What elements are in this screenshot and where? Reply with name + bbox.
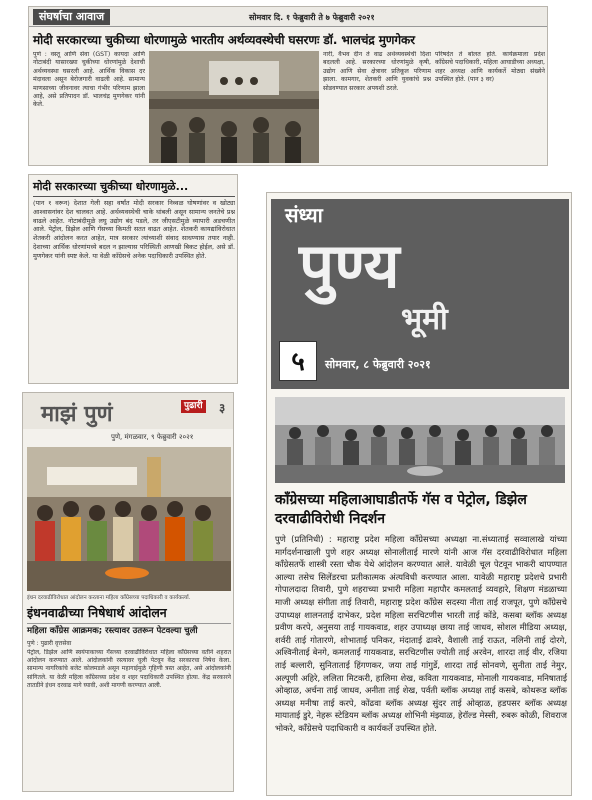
headline: मोदी सरकारच्या चुकीच्या धोरणामुळे... [33, 179, 235, 197]
masthead-title: संघर्षाचा आवाज [33, 9, 110, 25]
photo-caption: इंधन दरवाढीविरोधात आंदोलन करताना महिला काँग्रेसच्या पदाधिकारी व कार्यकर्त्या. [27, 595, 191, 601]
page-number: ३ [219, 401, 226, 415]
article-text: पेट्रोल, डिझेल आणि स्वयंपाकाच्या गॅसच्या दरवाढीविरोधात महिला काँग्रेसच्या वतीने शहरात आंदोलन करण्यात आले. आंदोलकांनी रस्त्यावर चुली पेटवून केंद्र सरकारचा निषेध केला. सामान्य नागरिकांचे बजेट कोलमडले असून महागाईमुळे गृहिणी त्रस्त आहेत, असे आंदोलकांनी सांगितले. या वेळी महिला काँग्रेसच्या प्रदेश व शहर पदाधिकारी उपस्थित होत्या. केंद्र सरकारने तातडीने इंधन दरवाढ मागे घ्यावी, अशी मागणी करण्यात आली. [27, 649, 231, 689]
brand-badge: पुढारी [181, 400, 206, 413]
news-clipping-gst-economy [28, 6, 548, 166]
masthead-banner [271, 199, 569, 389]
paper-name: माझं पुणं [41, 402, 113, 427]
news-clipping-continued [28, 174, 238, 384]
issue-date: पुणे, मंगळवार, ९ फेब्रुवारी २०२१ [111, 433, 194, 441]
article-text-left: पुणे : वस्तू आणि सेवा (GST) कायदा आणि नोटाबंदी यासारख्या चुकीच्या धोरणांमुळे देशाची अर्थव्यवस्था घसरली आहे. आर्थिक विकास दर मंदावला असून बेरोजगारी वाढली आहे. सामान्य माणसाच्या जीवनावर त्याचा गंभीर परिणाम झाला आहे, असे प्रतिपादन डॉ. भालचंद्र मुणगेकर यांनी केले. [33, 51, 145, 109]
byline: पुणे : पुढारी वृत्तसेवा [27, 640, 72, 647]
subheadline: महिला काँग्रेस आक्रमक; रस्त्यावर उतरून पेटवल्या चुली [27, 626, 198, 636]
masthead-main-word: पुण्य [299, 229, 400, 302]
protest-photo [27, 447, 231, 591]
headline: मोदी सरकारच्या चुकीच्या धोरणामुळे भारतीय अर्थव्यवस्थेची घसरणः डॉ. भालचंद्र मुणगेकर [33, 33, 415, 47]
article-text-middle: नारी, वैभव दीन ते वाढ अर्थव्यवस्थेची दिशा बदलली आहे. सरकारच्या धोरणांमुळे कृषी, उद्योग आणि सेवा क्षेत्रावर प्रतिकूल परिणाम झाला. कामगार, शेतकरी आणि युवकांचे प्रश्न सोडवण्यात सरकार अपयशी ठरले. [323, 51, 431, 92]
page-number: ५ [279, 341, 317, 381]
article-text-right: परिषदेत ते बोलत होते. कार्यक्रमाला प्रदेश काँग्रेसचे पदाधिकारी, महिला आघाडीच्या अध्यक्षा, शहर अध्यक्ष आणि कार्यकर्ते मोठ्या संख्येने उपस्थित होते. (पान ३ वर) [435, 51, 545, 84]
news-clipping-pudhari [22, 392, 234, 792]
masthead-bar [29, 7, 548, 27]
article-text: पुणे (प्रतिनिधी) : महाराष्ट्र प्रदेश महिला काँग्रेसच्या अध्यक्षा ना.संध्याताई सव्वालाखे यांच्या मार्गदर्शनाखाली पुणे शहर अध्यक्ष सोनालीताई मारणे यांनी आज गॅस दरवाढीविरोधात महिला काँग्रेसतर्फे शास्त्री रस्ता चौक येथे आंदोलन करण्यात आले. यावेळी चूल पेटवून भाकरी थापण्यात आल्या तसेच सिलेंडरचा प्रतीकात्मक अंत्यविधी करण्यात आला. यावेळी महाराष्ट्र प्रदेशचे प्रभारी गोपालदादा तिवारी, पुणे शहराच्या प्रभारी महिला महापौर कमलताई व्यवहारे, शिक्षण मंडळाच्या माजी अध्यक्ष संगीता ताई तिवारी, महाराष्ट्र प्रदेश काँग्रेस सदस्या नीता ताई राजपूत, पुणे काँग्रेसचे उपाध्यक्ष शालनताई दाभेकर, प्रदेश महिला सरचिटणीस भारती ताई कोंडे, कसबा ब्लॉक अध्यक्ष प्रवीण करपे, अनुसया ताई गायकवाड, शहर उपाध्यक्ष छाया ताई जाधव, सोशल मीडिया अध्यक्ष, शर्वरी ताई गोतारणे, शोभाताई पनिकर, मंदाताई ढावरे, वैशाली ताई राऊत, नलिनी ताई दोरगे, अश्विनीताई बेनगे, कमलताई गायकवाड, सरचिटणीस ज्योती ताई अरवेन, शारदा ताई वीर, रजिया ताई बल्लारी, सुनिताताई हिंगणकर, जया ताई गांगुर्डे, शारदा ताई सोनवणे, सुनीता ताई नेमुर, अल्पूणी अहिरे, ललिता मिटकरी, हालिमा शेख, कविता गायकवाड, मोनाली गायकवाड, मनिषाताई ओव्हाळ, अर्चना ताई जाधव, अनीता ताई शेख, पर्वती ब्लॉक अध्यक्ष ताई कसबे, कोथरूड ब्लॉक अध्यक्ष मनीषा ताई करपे, कोंढवा ब्लॉक अध्यक्ष सुंदर ताई ओव्हाळ, हडपसर ब्लॉक अध्यक्ष मायाताई डुरे, नेहरू स्टेडियम ब्लॉक अध्यक्ष शोभिनी मंझ्याळ, हेरॉल्ड मेस्सी, रुबरू कोळी, शिवराज भोकरे, काँग्रेसचे पदाधिकारी व कार्यकर्ते उपस्थित होते. [275, 534, 567, 733]
headline: काँग्रेसच्या महिलाआघाडीतर्फे गॅस व पेट्रोल, डिझेल दरवाढीविरोधी निदर्शन [275, 492, 527, 527]
issue-date: सोमवार, ८ फेब्रुवारी २०२१ [325, 358, 431, 371]
masthead-top-word: संध्या [285, 203, 323, 227]
masthead [23, 393, 234, 429]
article-text: (पान १ वरून) देशात गेली सहा वर्षांत मोदी सरकार निव्वळ घोषणांवर व खोट्या आश्वासनांवर देश चालवत आहे. अर्थव्यवस्थेची चाके थांबली असून सामान्य जनतेचे प्रश्न वाढले आहेत. नोटाबंदीमुळे लघु उद्योग बंद पडले, तर जीएसटीमुळे व्यापारी अडचणीत आले. पेट्रोल, डिझेल आणि गॅसच्या किमती सतत वाढत आहेत. शेतकरी कायद्यांविरोधात शेतकरी आंदोलन करत आहेत, मात्र सरकार त्यांच्याशी संवाद साधण्यास तयार नाही. देशाच्या आर्थिक धोरणांमध्ये बदल न झाल्यास परिस्थिती आणखी बिकट होईल, असे डॉ. मुणगेकर यांनी स्पष्ट केले. या वेळी काँग्रेसचे अनेक पदाधिकारी उपस्थित होते. [33, 199, 235, 260]
demonstration-photo [275, 397, 565, 483]
news-clipping-punya-bhumi [266, 192, 572, 796]
masthead-sub-word: भूमी [401, 302, 448, 337]
conference-photo [149, 51, 319, 163]
headline: इंधनवाढीच्या निषेधार्थ आंदोलन [27, 604, 231, 624]
issue-date: सोमवार दि. १ फेब्रुवारी ते ७ फेब्रुवारी २०२१ [249, 13, 375, 22]
